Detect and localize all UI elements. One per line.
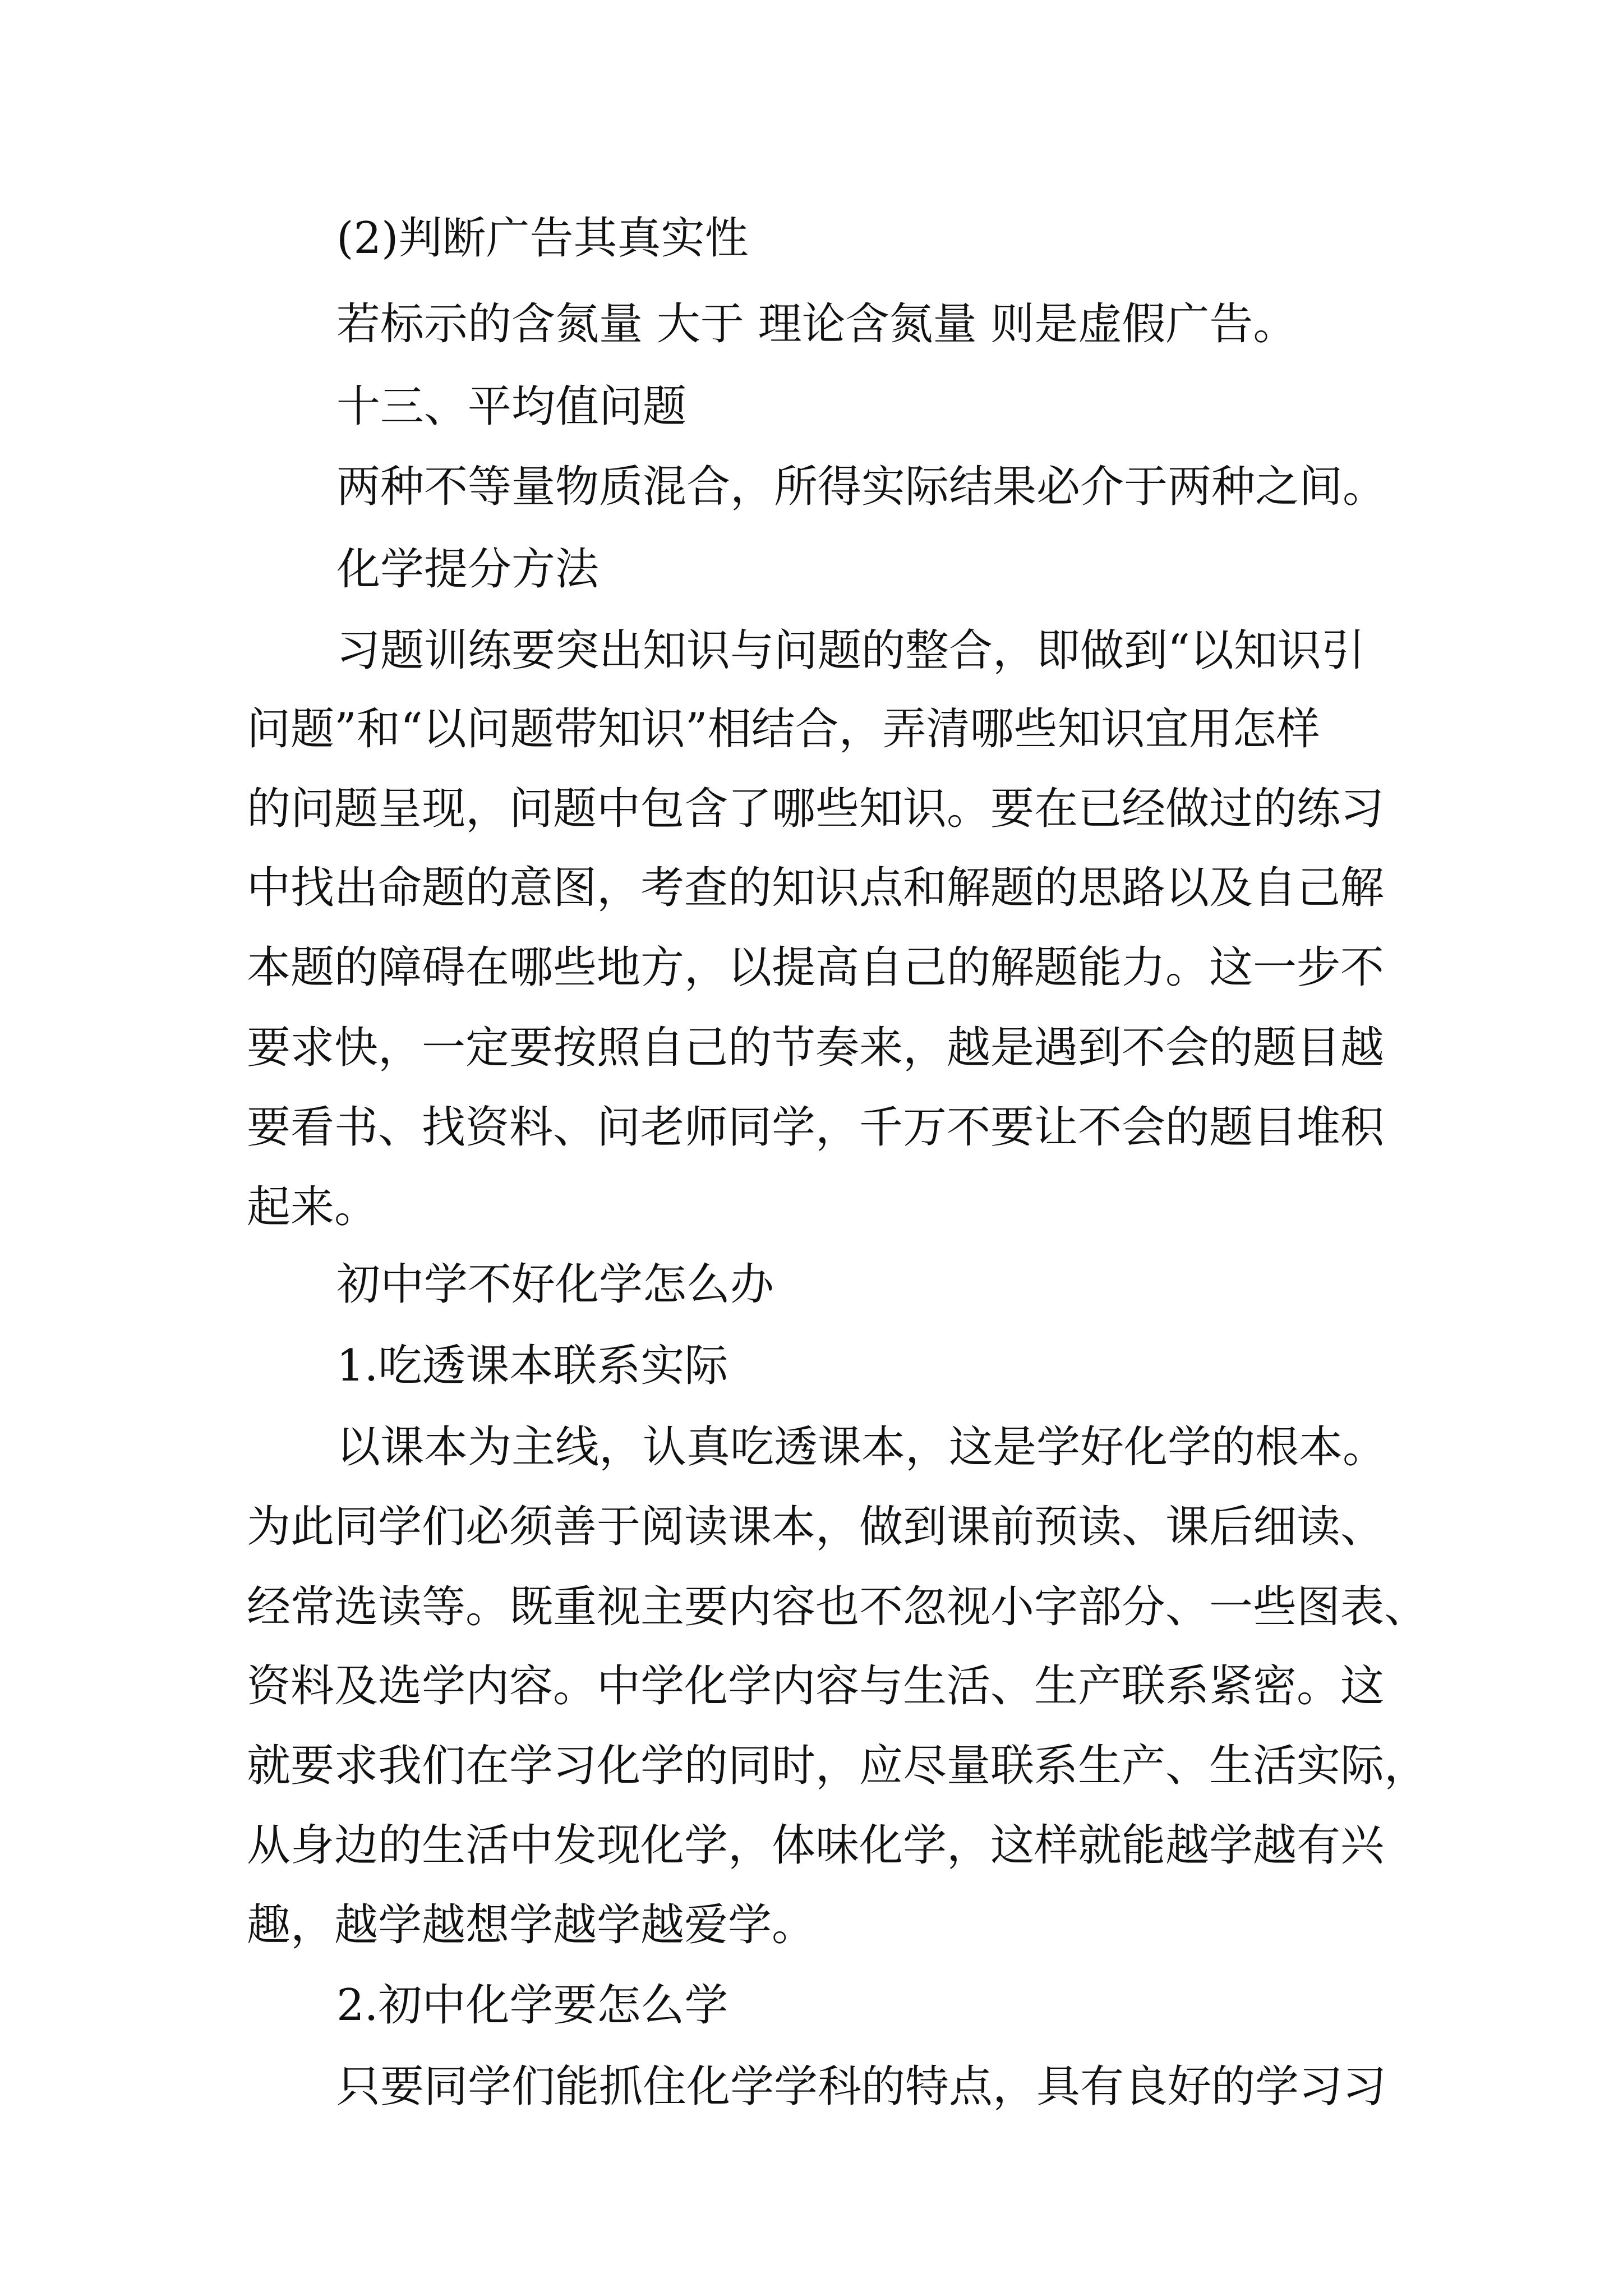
paragraph-line: 资料及选学内容。中学化学内容与生活、生产联系紧密。这 xyxy=(247,1661,1385,1711)
paragraph-line: 问题”和“以问题带知识”相结合，弄清哪些知识宜用怎样 xyxy=(247,704,1320,754)
paragraph-line: 若标示的含氮量 大于 理论含氮量 则是虚假广告。 xyxy=(336,299,1297,349)
paragraph-line: 中找出命题的意图，考查的知识点和解题的思路以及自己解 xyxy=(247,863,1385,913)
paragraph-line: 两种不等量物质混合，所得实际结果必介于两种之间。 xyxy=(336,462,1387,512)
section-heading-bad-at-chemistry: 初中学不好化学怎么办 xyxy=(336,1259,774,1310)
paragraph-line: 本题的障碍在哪些地方，以提高自己的解题能力。这一步不 xyxy=(247,942,1385,993)
section-heading-score-improvement: 化学提分方法 xyxy=(336,544,600,595)
paragraph-line: 从身边的生活中发现化学，体味化学，这样就能越学越有兴 xyxy=(247,1820,1385,1871)
paragraph-line: 为此同学们必须善于阅读课本，做到课前预读、课后细读、 xyxy=(247,1502,1385,1552)
paragraph-line: 要看书、找资料、问老师同学，千万不要让不会的题目堆积 xyxy=(247,1102,1385,1153)
paragraph-line: 趣，越学越想学越学越爱学。 xyxy=(247,1900,816,1950)
subheading-judge-authenticity: (2)判断广告其真实性 xyxy=(336,213,749,264)
paragraph-line: 要求快，一定要按照自己的节奏来，越是遇到不会的题目越 xyxy=(247,1023,1385,1073)
paragraph-line: 习题训练要突出知识与问题的整合，即做到“以知识引 xyxy=(336,625,1365,676)
paragraph-line: 起来。 xyxy=(247,1182,379,1232)
paragraph-line: 以课本为主线，认真吃透课本，这是学好化学的根本。 xyxy=(336,1422,1387,1473)
section-heading-average-value: 十三、平均值问题 xyxy=(336,381,687,432)
subheading-how-to-study: 2.初中化学要怎么学 xyxy=(336,1980,728,2031)
paragraph-line: 的问题呈现，问题中包含了哪些知识。要在已经做过的练习 xyxy=(247,784,1385,834)
paragraph-line: 经常选读等。既重视主要内容也不忽视小字部分、一些图表、 xyxy=(247,1582,1428,1632)
subheading-master-textbook: 1.吃透课本联系实际 xyxy=(336,1341,728,1391)
paragraph-line: 就要求我们在学习化学的同时，应尽量联系生产、生活实际， xyxy=(247,1741,1428,1791)
paragraph-line: 只要同学们能抓住化学学科的特点，具有良好的学习习 xyxy=(336,2062,1387,2112)
